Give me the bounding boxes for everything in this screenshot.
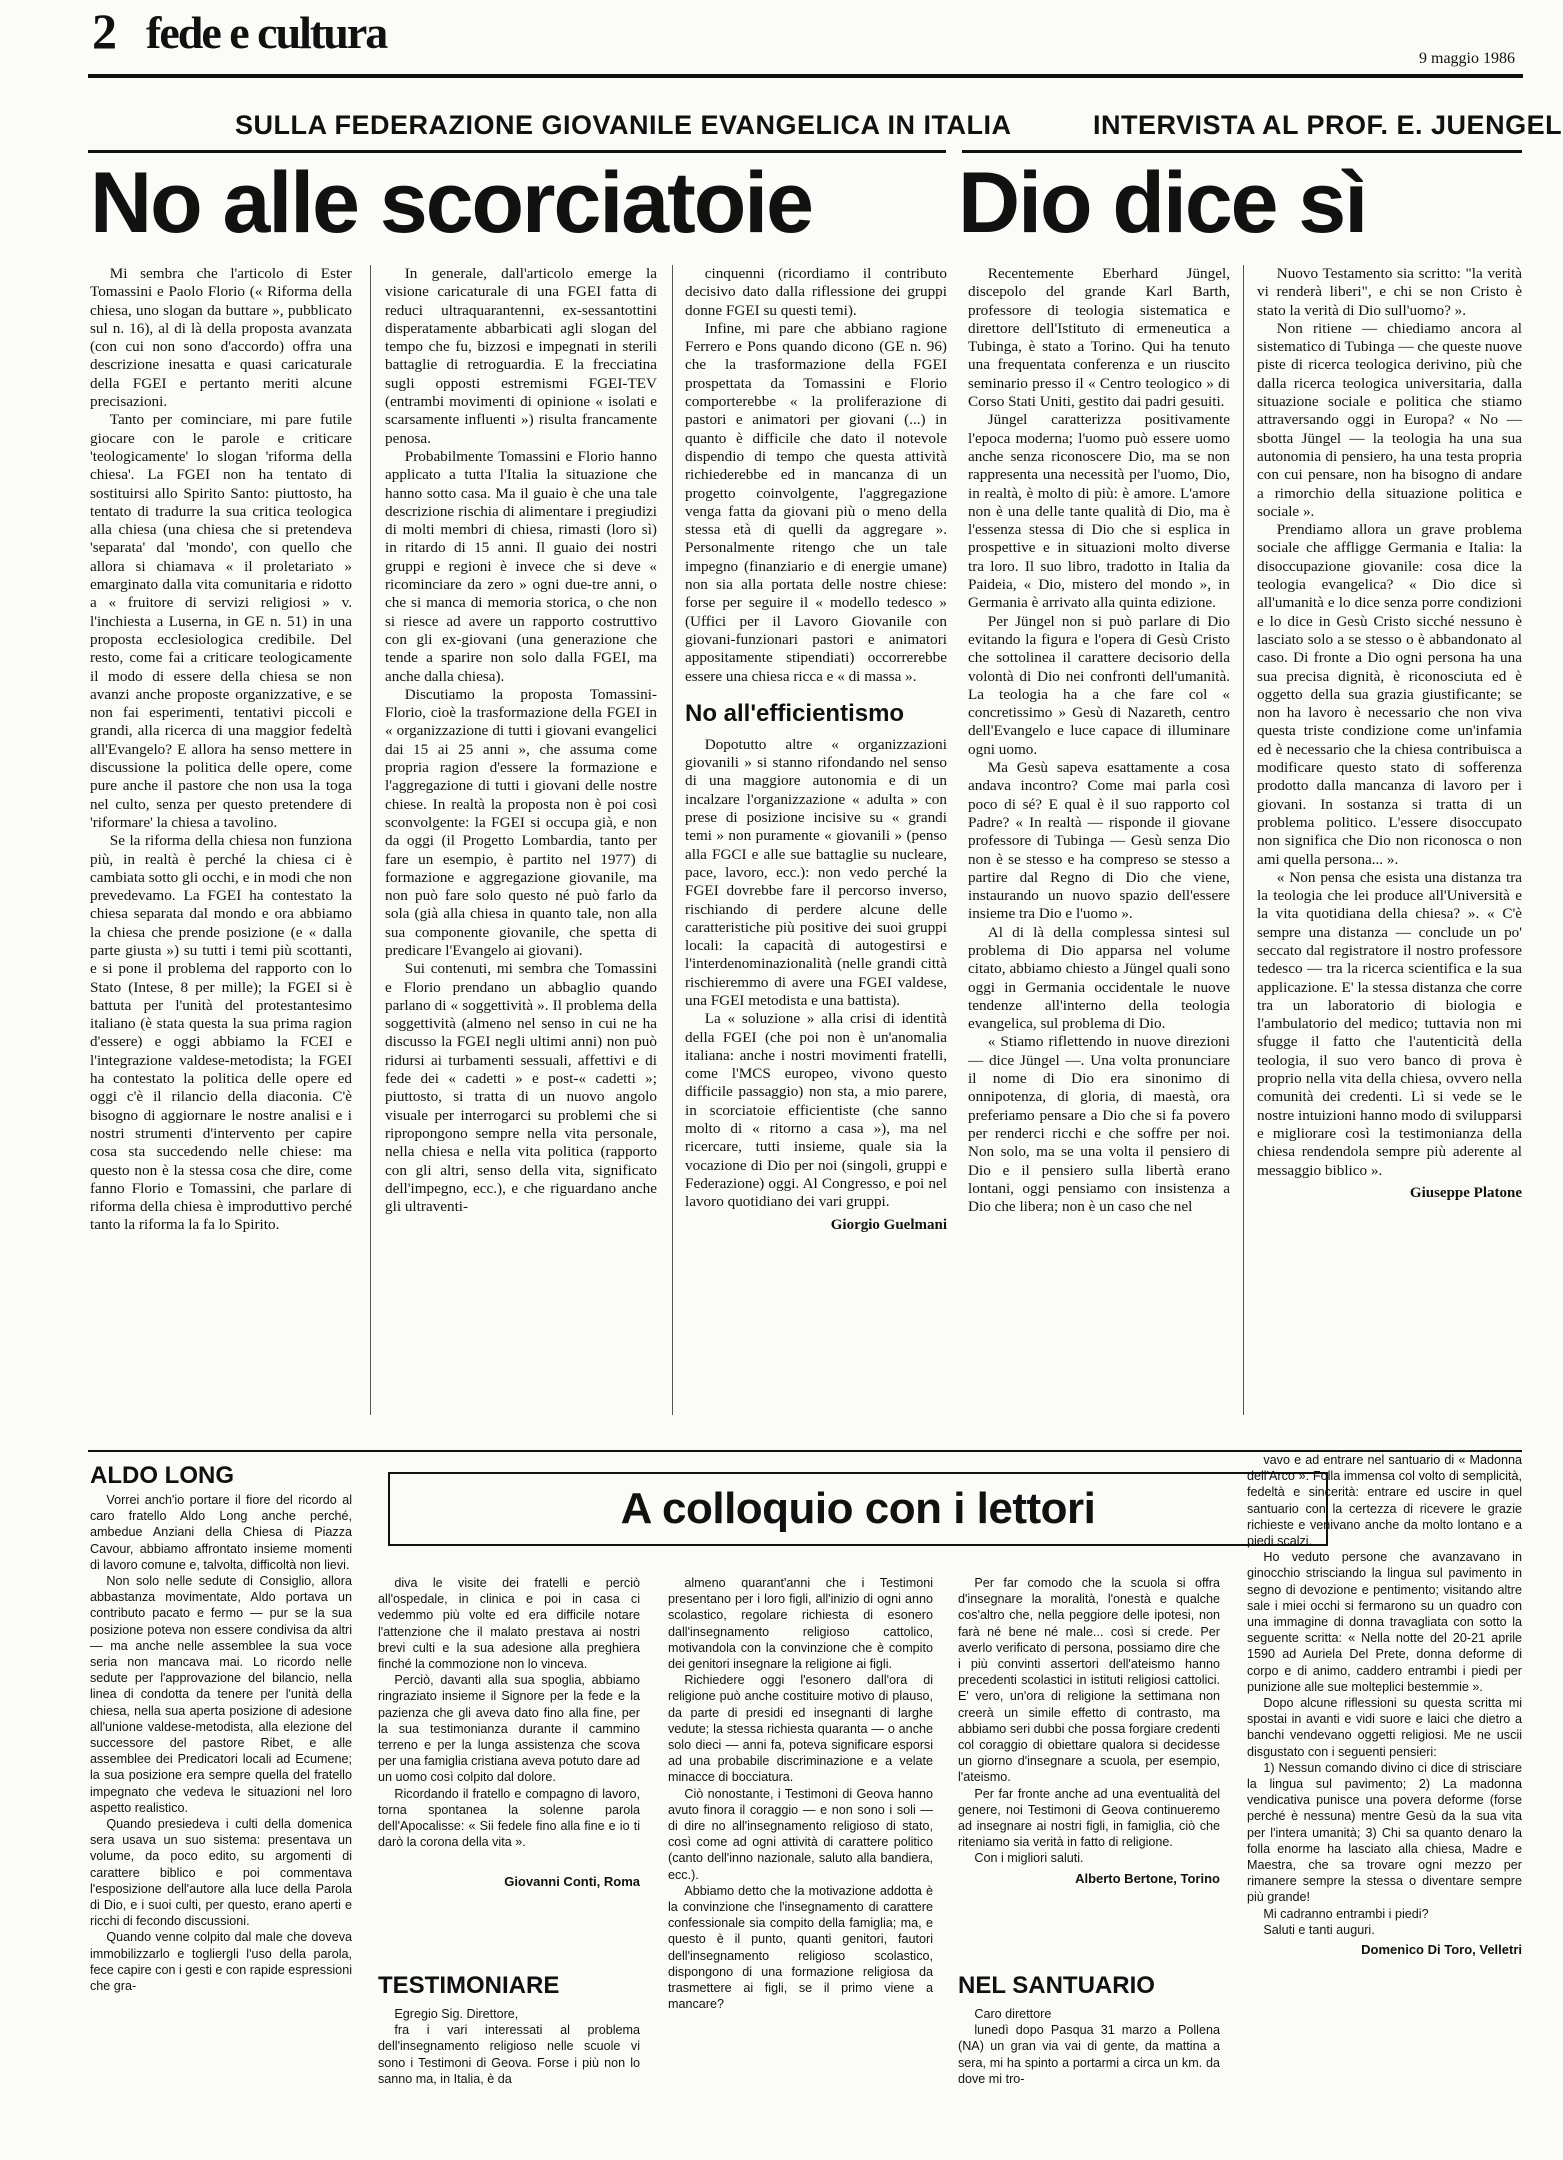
paragraph: Infine, mi pare che abbiano ragione Ferrero e Pons quando dicono (GE n. 96) che la trasformazione della FGEI prospettata da Tomassini e Florio comporterebbe « la proliferazione di pastori e animatori per giovani (...) in quanto è difficile che dato il notevole dispendio di tempo che questa attività richiederebbe ed in mancanza di un progetto coinvolgente, l'aggregazione venga fatta da giovani più o meno della stessa età di quelli da aggregare ». Personalmente ritengo che un tale impegno (finanziario e di energie umane) non sia alla portata delle nostre chiese: forse per seguire il « modello tedesco » (Uffici per il Lavoro Giovanile con giovani-funzionari pastori e animatori appositamente stipendiati) occorrerebbe essere una chiesa ricca e « di massa ». [685,319,947,685]
paragraph: Ricordando il fratello e compagno di lavoro, torna spontanea la solenne parola dell'Apocalisse: « Sii fedele fino alla fine e io ti darò la corona della vita ». [378,1786,640,1850]
paragraph: Jüngel caratterizza positivamente l'epoca moderna; l'uomo può essere uomo anche senza riconoscere Dio, ma se non rappresenta una necessità per l'uomo, Dio, in realtà, è molto di più: è amore. L'amore non è una delle tante qualità di Dio, ma è l'essenza stessa di Dio che si esplica in prospettive e in situazioni molto diverse tra loro. Il suo libro, tradotto in Italia da Paideia, « Dio, mistero del mondo », in Germania è arrivato alla quinta edizione. [968,411,1230,612]
right-col2-text [1257,265,1522,1180]
testimoniare-heading: TESTIMONIARE [378,1972,560,1999]
paragraph: Per far comodo che la scuola si offra d'insegnare la moralità, l'onestà e qualche cos'altro che, nella peggiore delle ipotesi, non farà né bene né male... così si crede. Per averlo verificato di persona, possiamo dire che i più convinti assertori dell'ateismo hanno precedenti scolastici in istituti religiosi cattolici. E' vero, un'ora di religione la settimana non creerà un simile effetto di contrasto, ma abbiamo seri dubbi che possa forgiare credenti col coraggio di obiettare qualora si decidesse un giorno d'insegnare a scuola, per esempio, l'ateismo. [958,1576,1220,1785]
paragraph: Richiedere oggi l'esonero dall'ora di religione può anche costituire motivo di plauso, da parte di presidi ed insegnanti di larghe vedute; la stessa richiesta quaranta — o anche solo dieci — anni fa, poteva significare esporsi ad una probabile discriminazione e a velate minacce di bocciatura. [668,1673,933,1785]
testimoniare-col-c [958,1575,1220,1970]
paragraph: vavo e ad entrare nel santuario di « Madonna dell'Arco ». Folla immensa col volto di semplicità, fedeltà e sincerità: entrare ed uscire in quel santuario con la certezza di ricevere le grazie richieste e venivano anche da molto lontano e a piedi scalzi. [1247,1453,1522,1549]
testimoniare-text-a [378,2006,640,2087]
paragraph: Al di là della complessa sintesi sul problema di Dio apparsa nel volume citato, abbiamo chiesto a Jüngel quali sono oggi in Germania occidentale le nuove tendenze all'interno della teologia evangelica, sul problema di Dio. [968,923,1230,1033]
paragraph: lunedì dopo Pasqua 31 marzo a Pollena (NA) un gran via vai di gente, da mattina a sera, mi ha spinto a portarmi a circa un km. da dove mi tro- [958,2023,1220,2086]
paragraph: Dopo alcune riflessioni su questa scritta mi spostai in avanti e vidi suore e laici che dietro a banchi vendevano oggetti religiosi. Me ne uscii disgustato con i seguenti pensieri: [1247,1696,1522,1759]
paragraph: cinquenni (ricordiamo il contributo decisivo dato dalla riflessione dei gruppi donne FGEI su questi temi). [685,265,947,319]
santuario-heading: NEL SANTUARIO [958,1972,1155,1999]
aldo-long-col-a [90,1492,352,2137]
left-article-col3 [685,265,947,1455]
left-headline: No alle scorciatoie [90,155,812,251]
paragraph: Per far fronte anche ad una eventualità del genere, noi Testimoni di Geova continueremo ad insegnare ai nostri figli, in famiglia, ciò che riteniamo sia verità in fatto di religione. [958,1786,1220,1850]
left-subheading: No all'efficientismo [685,699,905,727]
left-article-col2 [385,265,657,1455]
testimoniare-signature: Alberto Bertone, Torino [1075,1870,1220,1886]
testimoniare-col-a [378,1962,640,2142]
paragraph: Nuovo Testamento sia scritto: "la verità vi renderà liberi", e chi se non Cristo è stato la verità di Dio sull'uomo? ». [1257,265,1522,319]
paragraph: Mi sembra che l'articolo di Ester Tomassini e Paolo Florio (« Riforma della chiesa, uno slogan da buttare », pubblicato sul n. 16), al di là della proposta avanzata (con cui non sono d'accordo) offra una descrizione inesatta e quasi caricaturale della FGEI e pertanto meriti alcune precisazioni. [90,265,352,411]
paragraph: In generale, dall'articolo emerge la visione caricaturale di una FGEI fatta di reduci ultraquarantenni, ex-sessantottini disperatamente abbarbicati agli slogan del tempo che fu, bizzosi e impegnati in sterili battaglie di retroguardia. E la frecciatina sugli opposti estremismi FGEI-TEV (entrambi movimenti di opinione « isolati e scarsamente influenti ») risulta francamente penosa. [385,265,657,447]
santuario-col-a [958,1962,1220,2142]
paragraph: Egregio Sig. Direttore, [394,2007,519,2021]
paragraph: « Non pensa che esista una distanza tra la teologia che lei produce all'Università e la vita quotidiana della chiesa? ». « C'è sempre una distanza — conclude un po' seccato dal registratore il nostro professore tedesco — tra la ricerca scientifica e la sua applicazione. E' la stessa distanza che corre tra un laboratorio di biologia e l'ambulatorio del medico; tuttavia non mi sfugge il fatto che l'autenticità della teologia, il suo vero banco di prova è proprio nella vita della chiesa, ovvero nella comunità dei credenti. Lì si vede se le nostre intuizioni hanno modo di svilupparsi e migliorare così la testimonianza della chiesa rendendola sempre più aderente al messaggio biblico ». [1257,868,1522,1179]
paragraph: Ma Gesù sapeva esattamente a cosa andava incontro? Come mai parla così poco di sé? E qual è il suo rapporto col Padre? « In realtà — risponde il giovane professore di Tubinga — Gesù senza Dio non è se stesso e ha compreso se stesso a partire dal Regno di Dio che viene, instaurando un nuovo spazio dell'essere insieme tra Dio e l'uomo ». [968,759,1230,923]
paragraph: Mi cadranno entrambi i piedi? [1263,1906,1429,1921]
column-divider [370,265,371,1415]
santuario-text-b [1247,1452,1522,1938]
paragraph: Dopotutto altre « organizzazioni giovanili » si stanno rifondando nel senso di una maggiore autonomia e di un incalzare l'organizzazione « adulta » con prese di posizione incisive su « grandi temi » non puramente « giovanili » (penso alla FGCI e alle sue battaglie su nucleare, pace, lavoro, ecc.): non vedo perché la FGEI dovrebbe fare il percorso inverso, rischiando di perdere alcune delle caratteristiche più positive dei suoi gruppi locali: la capacità di autogestirsi e l'interdenominazionalità (nelle grandi città rischieremmo di avere una FGEI valdese, una FGEI metodista e una battista). [685,735,947,1009]
page-number: 2 [92,3,116,59]
right-signature: Giuseppe Platone [1409,1184,1522,1201]
paragraph: Tanto per cominciare, mi pare futile giocare con le parole e criticare 'teologicamente' lo slogan 'riforma della chiesa'. La FGEI non ha tentato di sostituirsi allo Spirito Santo: piuttosto, ha tentato di tradurre la sua critica teologica alla chiesa (una chiesa che si pretendeva 'separata' dal 'mondo', con quello che allora si chiamava « il proletariato » emarginato dalla vita comunitaria e ridotto a « fruitore di servizi religiosi » v. l'inchiesta a Luserna, in GE n. 51) in una proposta ecclesiologica credibile. Del resto, come fai a criticare teologicamente il modo di essere della chiesa se non avanzi anche proposte organizzative, e se non fai esperimenti, tentativi piccoli e grandi, alla ricerca di una maggior fedeltà all'Evangelo? E allora ha senso mettere in discussione la politica delle opere, come pure anche il pastore che non usa la toga nel culto, senza per questo pretendere di 'riformare' la chiesa a tavolino. [90,411,352,831]
paragraph: Abbiamo detto che la motivazione addotta è la convinzione che l'insegnamento di carattere confessionale sia compito della famiglia; ma, e questo è il punto, quanti genitori, fautori dell'insegnamento religioso scolastico, dispongono di una formazione religiosa da trasmettere ai figli, se il primo viene a mancare? [668,1883,933,2012]
right-kicker: INTERVISTA AL PROF. E. JUENGEL [1093,110,1563,140]
paragraph: fra i vari interessati al problema dell'insegnamento religioso nelle scuole vi sono i Testimoni di Geova. Forse i più non lo sanno ma, in Italia, è da [378,2023,640,2086]
col3-text-b [685,736,947,1212]
testimoniare-col-b [668,1575,933,2140]
paragraph: Perciò, davanti alla sua spoglia, abbiamo ringraziato insieme il Signore per la fede e la pazienza che gli aveva dato fino alla fine, per la sua testimonianza durante il cammino terreno e per la lunga assistenza che scova per una famiglia cristiana aveva potuto dare ad un uomo così colpito dal dolore. [378,1673,640,1785]
right-article-col2 [1257,265,1522,1455]
paragraph: Recentemente Eberhard Jüngel, discepolo del grande Karl Barth, professore di teologia sistematica e direttore dell'Istituto di ermeneutica a Tubinga, è stato a Torino. Qui ha tenuto una frequentata conferenza e un riuscito seminario presso il « Centro teologico » di Corso Stati Uniti, gestito dai padri gesuiti. [968,265,1230,411]
issue-date: 9 maggio 1986 [1419,50,1515,67]
right-headline: Dio dice sì [958,155,1367,251]
testimoniare-text-c [958,1575,1220,1867]
paragraph: Sui contenuti, mi sembra che Tomassini e Florio prendano un abbaglio quando parlano di « soggettività ». Il problema della soggettività (almeno nel senso in cui ne ha discusso la FGEI negli ultimi anni) non può ridursi ai turbamenti sessuali, affettivi e di fede dei « cadetti » e post-« cadetti »; piuttosto, si tratta di un nuovo angolo visuale per interrogarci su problemi che si ripropongono sempre nella vita personale, nella chiesa e nella vita politica (rapporto con gli altri, senso della vita, significato dell'impegno, ecc.), e che riguardano anche gli ultraventi- [385,960,657,1216]
aldo-col-b-text [378,1575,640,1850]
column-divider [1243,265,1244,1415]
paragraph: Ho veduto persone che avanzavano in ginocchio strisciando la lingua sul pavimento in segno di devozione e pentimento; visitando altre sale i miei occhi si fermarono su un quadro con una immagine di donna travagliata con sotto la seguente scritta: « Nella notte del 20-21 aprile 1590 ad Auriela Del Prete, donna deforme di corpo e di animo, caddero entrambi i piedi per punizione alle sue molteplici bestemmie ». [1247,1550,1522,1694]
paragraph: La « soluzione » alla crisi di identità della FGEI (che poi non è un'anomalia italiana: anche i nostri movimenti fratelli, come l'MCS europeo, vivono questo difficile passaggio) non sta, a mio parere, in scorciatoie efficientiste (che sanno molto di « ritorno a casa »), ma nel ricercare, tutti insieme, quale sia la vocazione di Dio per noi (singoli, gruppi e Federazione) oggi. Al Congresso, e poi nel lavoro quotidiano dei vari gruppi. [685,1010,947,1211]
paragraph: Quando presiedeva i culti della domenica sera usava un suo sistema: presentava un volume, da poco edito, su argomenti di carattere biblico e poi commentava l'esposizione dell'autore alla luce della Parola di Dio, e i suoi culti, per questo, erano aperti e ricchi di fecondo discussioni. [90,1817,352,1929]
left-kicker-rule [88,150,946,153]
aldo-signature: Giovanni Conti, Roma [504,1874,640,1890]
paragraph: Ciò nonostante, i Testimoni di Geova hanno avuto finora il coraggio — e non sono i soli — di dire no all'insegnamento religioso di stato, così come ad ogni attività di carattere politico (canto dell'inno nazionale, saluto alla bandiera, ecc.). [668,1786,933,1882]
section-title: fede e cultura [146,7,387,58]
letters-box-title: A colloquio con i lettori [388,1472,1328,1546]
paragraph: Caro direttore [974,2007,1052,2021]
paragraph: Prendiamo allora un grave problema sociale che affligge Germania e Italia: la disoccupazione giovanile: cosa dice la teologia evangelica? « Dio dice sì all'umanità e lo dice senza porre condizioni e lo dice in Gesù Cristo sicché nessuno è lasciato solo a se stesso o è abbandonato al caso. Di fronte a Dio ogni persona ha una sua precisa dignità, è riconosciuta ed è oggetto della sua grazia giustificante; se non ha lavoro è necessario che non viva questa triste condizione come un'infamia ed è necessario che la chiesa contribuisca a modificare questo stato di sofferenza prodotto dalla mancanza di lavoro per i giovani. In sostanza si tratta di un problema politico. L'essere disoccupato non significa che Dio non riconosca o non ami quella persona... ». [1257,521,1522,868]
paragraph: Discutiamo la proposta Tomassini-Florio, cioè la trasformazione della FGEI in « organizzazione di tutti i giovani evangelici dai 15 ai 25 anni », che assuma come propria ragion d'essere la formazione e l'aggregazione di tutti i giovani delle nostre chiese. In realtà la proposta non è poi così sconvolgente: la FGEI si occupa già, e non da oggi (il Progetto Lombardia, tanto per fare un esempio, è partito nel 1977) di formazione e aggregazione giovanile, ma non può fare solo questo né può farlo da sola (già alla chiesa in quanto tale, non alla sua componente giovanile, che spetta di predicare l'Evangelo ai giovani). [385,685,657,959]
santuario-signature: Domenico Di Toro, Velletri [1361,1942,1522,1958]
right-article-col1 [968,265,1230,1455]
paragraph: Non ritiene — chiediamo ancora al sistematico di Tubinga — che queste nuove piste di ricerca teologica derivino, più che dalla ricerca teologica universitaria, dalla situazione sociale e politica che stiamo attraversando oggi in Europa? « No — sbotta Jüngel — la teologia ha una sua autonomia di pensiero, ha una testa propria con cui pensare, non ha bisogno di andare a rimorchio della situazione politica e sociale ». [1257,319,1522,520]
right-kicker-rule [962,150,1522,153]
left-kicker: SULLA FEDERAZIONE GIOVANILE EVANGELICA IN ITALIA [235,110,1012,140]
left-signature: Giorgio Guelmani [830,1216,947,1233]
paragraph: Per Jüngel non si può parlare di Dio evitando la figura e l'opera di Gesù Cristo che sottolinea il carattere decisorio della volontà di Dio nei confronti dell'umanità. La teologia ha a che fare col « concretissimo » Gesù di Nazareth, centro dell'Evangelo e luce capace di illuminare ogni uomo. [968,612,1230,758]
paragraph: diva le visite dei fratelli e perciò all'ospedale, in clinica e poi in casa ci vedemmo più volte ed era difficile notare l'attenzione che il malato prestava ai nostri brevi culti e la sua adesione alla preghiera finché la commozione non lo vinceva. [378,1576,640,1672]
aldo-long-heading: ALDO LONG [90,1462,234,1489]
santuario-text-a [958,2006,1220,2087]
paragraph: 1) Nessun comando divino ci dice di strisciare la lingua sul pavimento; 2) La madonna vendicativa punisce una povera deforme (forse perché è nessuna) mentre Gesù da la sua vita per l'intera umanità; 3) Chi sa quanto denaro la folla enorme ha lasciato alla chiesa, Madre e Maestra, che sa trovare ogni mezzo per rimanere sempre la stessa o diventare sempre più grande! [1247,1760,1522,1905]
left-article-col1 [90,265,352,1455]
paragraph: Probabilmente Tomassini e Florio hanno applicato a tutta l'Italia la situazione che hanno sotto casa. Ma il guaio è che una tale descrizione rischia di alimentare i pregiudizi di molti membri di chiesa, rimasti (loro sì) in ritardo di 15 anni. Il guaio dei nostri gruppi e regioni è invece che si deve « ricominciare da zero » ogni due-tre anni, o che si manca di memoria storica, o che non si riesce ad avere un rapporto costruttivo con gli ex-giovani (una generazione che tende a sparire non solo dalla FGEI, ma anche dalla chiesa). [385,447,657,685]
paragraph: almeno quarant'anni che i Testimoni presentano per i loro figli, all'inizio di ogni anno scolastico, regolare richiesta di esonero dall'insegnamento religioso cattolico, motivandola con la convinzione che è compito dei genitori insegnare la religione ai figli. [668,1576,933,1672]
santuario-col-b [1247,1452,1522,2142]
paragraph: « Stiamo riflettendo in nuove direzioni — dice Jüngel —. Una volta pronunciare il nome di Dio era sinonimo di onnipotenza, di gloria, di maestà, ora preferiamo pensare a Dio che si fa povero per renderci ricchi e che soffre per noi. Non solo, ma se una volta il pensiero di Dio e il pensiero sulla libertà erano lontani, oggi pensiamo con insistenza a Dio che libera; non è un caso che nel [968,1033,1230,1216]
col3-text-a [685,265,947,686]
aldo-long-col-b [378,1575,640,1995]
paragraph: Quando venne colpito dal male che doveva immobilizzarlo e togliergli l'uso della parola, fece capire con i gesti e con rapide espressioni che gra- [90,1930,352,1994]
column-divider [672,265,673,1415]
paragraph: Con i migliori saluti. [974,1851,1084,1866]
paragraph: Non solo nelle sedute di Consiglio, allora abbastanza movimentate, Aldo portava un contributo pacato e fermo — pur se la sua posizione poteva non essere condivisa da altri — ma anche nelle assemblee la sua voce seria non mancava mai. Lo ricordo nelle sedute per l'approvazione del bilancio, nella linea di condotta da tenere per l'unità della chiesa, nella sua aperta posizione di adesione all'unione valdese-metodista, alla elezione del successore del pastore Ribet, e alle assemblee dei Predicatori locali ad Ecumene; la sua posizione era sempre quella del fratello impegnato che vedeva le situazioni nel loro aspetto realistico. [90,1574,352,1815]
masthead-rule [88,74,1523,78]
paragraph: Vorrei anch'io portare il fiore del ricordo al caro fratello Aldo Long anche perché, ambedue Anziani della Chiesa di Piazza Cavour, abbiamo affrontato insieme momenti di lavoro comune e, talvolta, difficoltà non lievi. [90,1493,352,1572]
paragraph: Se la riforma della chiesa non funziona più, in realtà è perché la chiesa ci è cambiata sotto gli occhi, e in modi che non prevedevamo. La FGEI ha contestato la chiesa separata dal mondo e ora abbiamo la chiesa che prende posizione (e « dalla parte giusta ») su tutti i temi più scottanti, e si pone il problema del rapporto con lo Stato (Intese, 8 per mille); la FGEI si è battuta per l'unità del protestantesimo italiano (è stata questa la sua prima ragion d'essere) e oggi abbiamo la FCEI e l'integrazione valdese-metodista; la FGEI ha contestato la politica delle opere ed oggi c'è il rilancio della diaconia. C'è bisogno di aggiornare le nostre analisi e i nostri strumenti d'intervento per capire cosa sta succedendo nelle chiese: ma questo non è la stessa cosa che dire, come fanno Florio e Tomassini, che parlare di riforma della chiesa è improduttivo perché tanto la riforma la fa lo Spirito. [90,832,352,1234]
paragraph: Saluti e tanti auguri. [1263,1922,1375,1937]
